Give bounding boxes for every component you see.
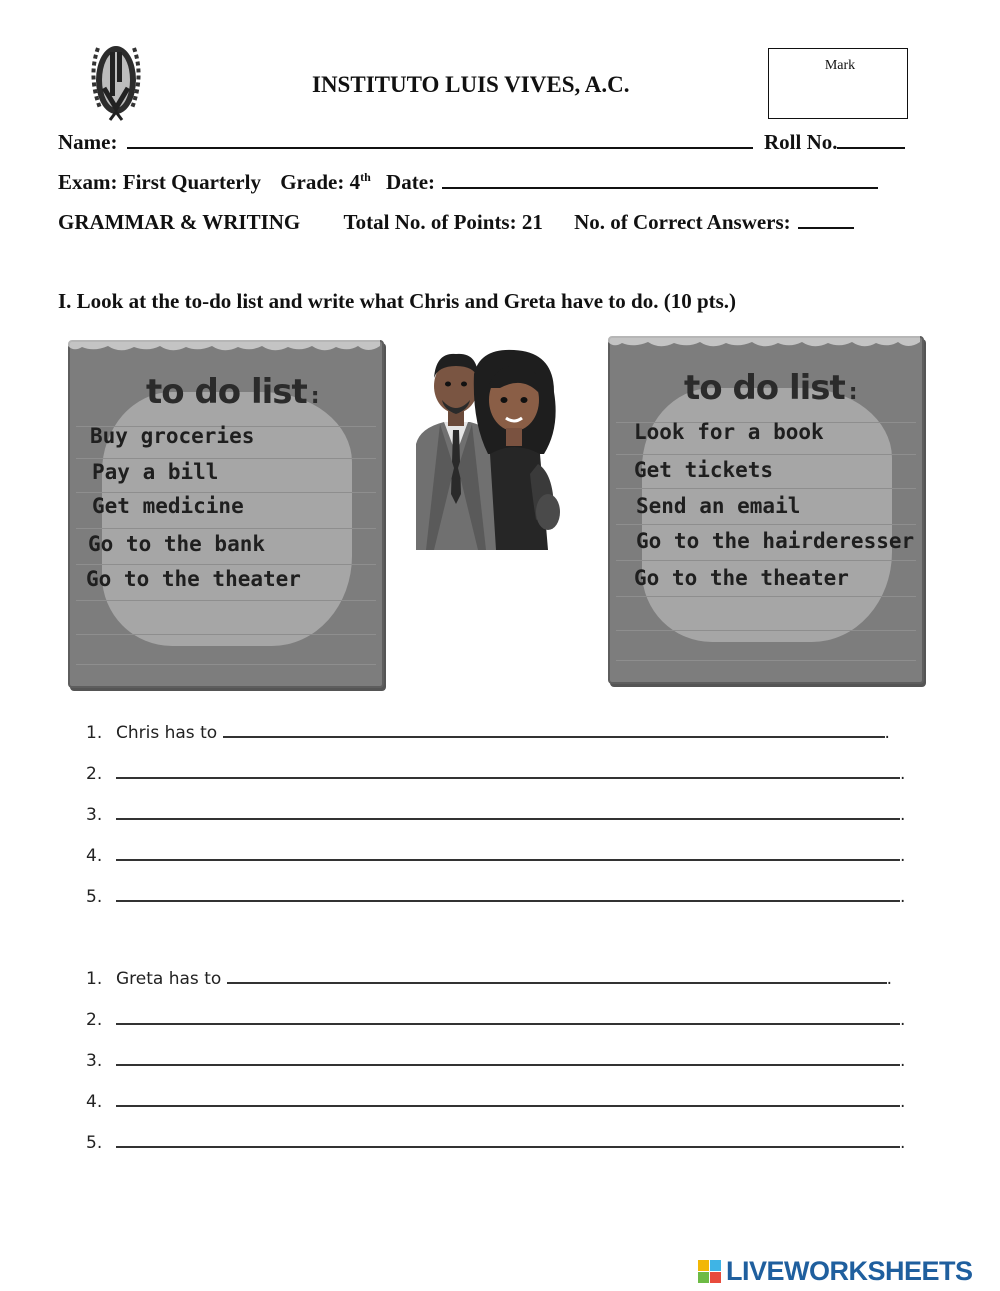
correct-answers-field[interactable] [798,226,854,229]
answer-field[interactable] [116,763,900,779]
name-label: Name: [58,130,118,154]
school-title: INSTITUTO LUIS VIVES, A.C. [312,72,630,97]
list-title: to do list : [146,372,319,412]
answer-field[interactable] [116,1050,900,1066]
greta-answer-3: 3. . [86,1051,906,1071]
answer-field[interactable] [116,1132,900,1148]
answer-field[interactable] [223,722,885,738]
answer-field[interactable] [116,1009,900,1025]
list-item: Go to the theater [86,567,301,591]
greta-answer-1: 1. Greta has to . [86,969,893,989]
chris-answer-3: 3. . [86,805,906,825]
list-item: Go to the theater [634,566,849,590]
greta-answer-2: 2. . [86,1010,906,1030]
answer-field[interactable] [116,804,900,820]
exam-row [58,170,878,195]
list-item: Look for a book [634,420,824,444]
answer-field[interactable] [116,1091,900,1107]
list-item: Go to the hairderesser [636,529,915,553]
greta-lead: Greta has to [116,969,222,989]
grade-label: Grade: 4 [280,170,361,194]
points-row [58,210,854,235]
exam-label: Exam: First Quarterly [58,170,261,194]
list-item: Get tickets [634,458,774,482]
date-field[interactable] [442,186,878,189]
couple-illustration [404,344,576,556]
todo-note-chris [68,340,384,688]
list-item: Pay a bill [92,460,219,484]
answer-field[interactable] [116,886,900,902]
date-label: Date: [386,170,436,194]
greta-answer-4: 4. . [86,1092,906,1112]
list-title: to do list : [684,368,857,408]
mark-label: Mark [824,58,856,73]
list-item: Get medicine [92,494,244,518]
subject-label: GRAMMAR & WRITING [58,210,301,234]
chris-answer-4: 4. . [86,846,906,866]
correct-answers-label: No. of Correct Answers: [574,210,791,234]
list-item: Buy groceries [90,424,255,448]
chris-answer-2: 2. . [86,764,906,784]
greta-answer-5: 5. . [86,1133,906,1153]
liveworksheets-logo-icon [698,1260,722,1284]
roll-field[interactable] [837,146,905,149]
answer-field[interactable] [116,845,900,861]
torn-edge-icon [608,336,920,350]
chris-lead: Chris has to [116,723,218,743]
liveworksheets-watermark [698,1256,973,1286]
school-logo [84,36,148,126]
torn-edge-icon [68,340,380,354]
chris-answer-1: 1. Chris has to . [86,723,890,743]
grade-superscript: th [360,170,371,184]
school-crest-icon [84,36,148,126]
liveworksheets-brand: LIVEWORKSHEETS [726,1256,973,1286]
total-points: Total No. of Points: 21 [343,210,543,234]
name-row [58,130,905,155]
roll-label: Roll No. [763,130,838,154]
name-field[interactable] [127,146,753,149]
list-item: Send an email [636,494,801,518]
mark-box [768,48,908,119]
section-instruction: I. Look at the to-do list and write what Chris and Greta have to do. (10 pts.) [58,289,737,313]
couple-icon [404,344,576,556]
answer-field[interactable] [227,968,887,984]
chris-answer-5: 5. . [86,887,906,907]
todo-note-greta [608,336,924,684]
list-item: Go to the bank [88,532,266,556]
